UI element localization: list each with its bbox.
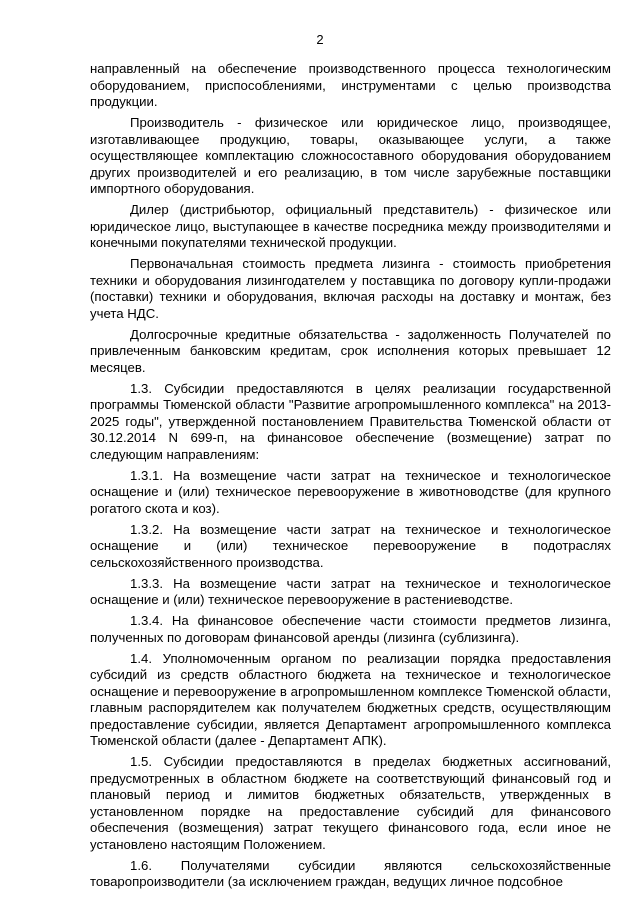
paragraph-credit-obligations-definition: Долгосрочные кредитные обязательства - задолженность Получателей по привлеченным банковским кредитам, срок исполнения которых превышает 12 месяцев.	[90, 326, 611, 375]
paragraph-leasing-cost-definition: Первоначальная стоимость предмета лизинга - стоимость приобретения техники и оборудования лизингодателем у поставщика по договору купли-продажи (поставки) техники и оборудования, включая расходы на доставку и монтаж, без учета НДС.	[90, 256, 611, 321]
page-number: 2	[316, 32, 324, 47]
paragraph-1-3-3: 1.3.3. На возмещение части затрат на техническое и технологическое оснащение и (или) техническое перевооружение в растениеводстве.	[90, 575, 611, 607]
paragraph-1-4: 1.4. Уполномоченным органом по реализации порядка предоставления субсидий из средств областного бюджета на техническое и технологическое оснащение и перевооружение в агропромышленном комплексе Тюменской области, главным распорядителем как получателем бюджетных средств, осуществляющим предоставление субсидии, является Департамент агропромышленного комплекса Тюменской области (далее - Департамент АПК).	[90, 650, 611, 748]
paragraph-1-3-1: 1.3.1. На возмещение части затрат на техническое и технологическое оснащение и (или) техническое перевооружение в животноводстве (для крупного рогатого скота и коз).	[90, 467, 611, 516]
paragraph-1-3-4: 1.3.4. На финансовое обеспечение части стоимости предметов лизинга, полученных по договорам финансовой аренды (лизинга (сублизинга).	[90, 613, 611, 645]
paragraph-1-5: 1.5. Субсидии предоставляются в пределах бюджетных ассигнований, предусмотренных в областном бюджете на соответствующий финансовый год и плановый период и лимитов бюджетных обязательств, утвержденных в установленном порядке на предоставление субсидий для финансового обеспечения (возмещения) затрат текущего финансового года, если иное не установлено настоящим Положением.	[90, 754, 611, 852]
paragraph-continuation: направленный на обеспечение производственного процесса технологическим оборудованием, приспособлениями, инструментами с целью производства продукции.	[90, 61, 611, 109]
paragraph-1-6: 1.6. Получателями субсидии являются сельскохозяйственные товаропроизводители (за исключением граждан, ведущих личное подсобное	[90, 857, 611, 889]
paragraph-dealer-definition: Дилер (дистрибьютор, официальный представитель) - физическое или юридическое лицо, выступающее в качестве посредника между производителями и конечными покупателями технической продукции.	[90, 202, 611, 250]
paragraph-1-3: 1.3. Субсидии предоставляются в целях реализации государственной программы Тюменской области "Развитие агропромышленного комплекса" на 2013-2025 годы", утвержденной постановлением Правительства Тюменской области от 30.12.2014 N 699-п, на финансовое обеспечение (возмещение) затрат по следующим направлениям:	[90, 380, 611, 462]
paragraph-manufacturer-definition: Производитель - физическое или юридическое лицо, производящее, изготавливающее продукцию, товары, оказывающее услуги, а также осуществляющее комплектацию сложносоставного оборудования оборудованием других производителей и его реализацию, в том числе зарубежные поставщики импортного оборудования.	[90, 115, 611, 196]
paragraph-1-3-2: 1.3.2. На возмещение части затрат на техническое и технологическое оснащение и (или) техническое перевооружение в подотраслях сельскохозяйственного производства.	[90, 521, 611, 570]
document-body	[90, 61, 611, 891]
